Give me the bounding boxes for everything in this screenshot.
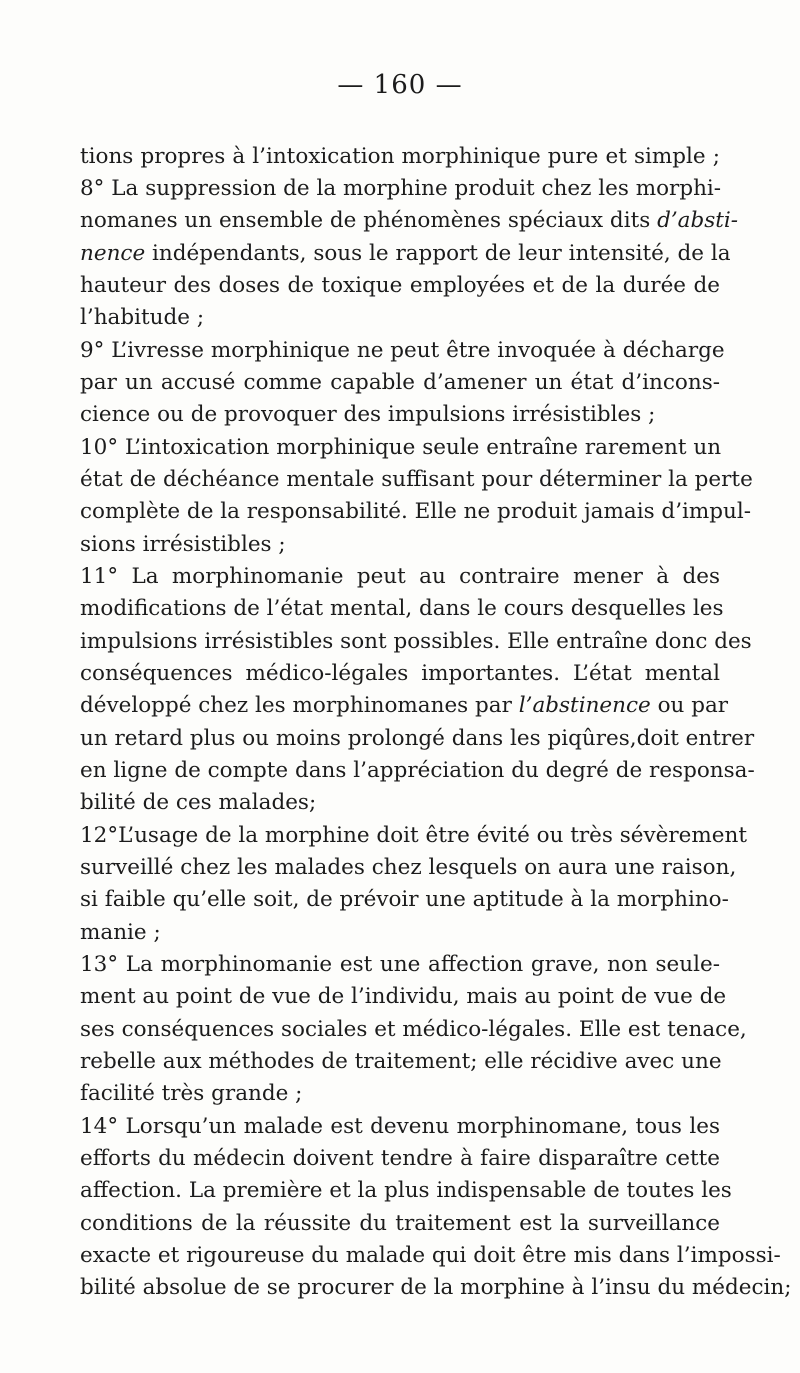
- text-line: 14° Lorsqu’un malade est devenu morphinomane, tous les: [80, 1114, 720, 1139]
- text-line: conséquences médico-légales importantes. L’état mental: [80, 661, 720, 686]
- text-line: 13° La morphinomanie est une affection grave, non seule-: [80, 952, 720, 977]
- text-line: état de déchéance mentale suffisant pour déterminer la perte: [80, 467, 753, 492]
- text-line: cience ou de provoquer des impulsions irrésistibles ;: [80, 402, 656, 427]
- text-line: surveillé chez les malades chez lesquels on aura une raison,: [80, 855, 737, 880]
- text-line: nomanes un ensemble de phénomènes spéciaux dits d’absti-: [80, 208, 739, 233]
- text-line: en ligne de compte dans l’appréciation du degré de responsa-: [80, 758, 755, 783]
- text-line: bilité absolue de se procurer de la morphine à l’insu du médecin;: [80, 1275, 792, 1300]
- text-line: modifications de l’état mental, dans le cours desquelles les: [80, 596, 724, 621]
- text-line: ses conséquences sociales et médico-légales. Elle est tenace,: [80, 1017, 747, 1042]
- text-line: un retard plus ou moins prolongé dans les piqûres,doit entrer: [80, 726, 755, 751]
- text-line: ment au point de vue de l’individu, mais au point de vue de: [80, 984, 727, 1009]
- text-line: développé chez les morphinomanes par l’abstinence ou par: [80, 693, 729, 718]
- text-line: facilité très grande ;: [80, 1081, 303, 1106]
- text-line: tions propres à l’intoxication morphinique pure et simple ;: [80, 144, 720, 169]
- text-line: par un accusé comme capable d’amener un état d’incons-: [80, 370, 720, 395]
- text-line: rebelle aux méthodes de traitement; elle récidive avec une: [80, 1049, 722, 1074]
- text-line: 10° L’intoxication morphinique seule entraîne rarement un: [80, 435, 722, 460]
- text-line: bilité de ces malades;: [80, 790, 317, 815]
- text-line: 11° La morphinomanie peut au contraire mener à des: [80, 564, 720, 589]
- text-line: complète de la responsabilité. Elle ne produit jamais d’impul-: [80, 499, 752, 524]
- text-line: impulsions irrésistibles sont possibles. Elle entraîne donc des: [80, 629, 752, 654]
- text-line: hauteur des doses de toxique employées et de la durée de: [80, 273, 720, 298]
- text-line: manie ;: [80, 920, 161, 945]
- page-number: — 160 —: [337, 70, 463, 100]
- text-line: 9° L’ivresse morphinique ne peut être invoquée à décharge: [80, 338, 725, 363]
- text-line: exacte et rigoureuse du malade qui doit être mis dans l’impossi-: [80, 1243, 781, 1268]
- text-line: sions irrésistibles ;: [80, 532, 286, 557]
- text-line: conditions de la réussite du traitement est la surveillance: [80, 1211, 720, 1236]
- text-line: nence indépendants, sous le rapport de leur intensité, de la: [80, 241, 731, 266]
- text-line: si faible qu’elle soit, de prévoir une aptitude à la morphino-: [80, 887, 729, 912]
- text-line: 8° La suppression de la morphine produit chez les morphi-: [80, 176, 722, 201]
- text-line: efforts du médecin doivent tendre à faire disparaître cette: [80, 1146, 720, 1171]
- text-line: affection. La première et la plus indispensable de toutes les: [80, 1178, 732, 1203]
- text-line: l’habitude ;: [80, 305, 205, 330]
- text-line: 12°L’usage de la morphine doit être évité ou très sévèrement: [80, 823, 747, 848]
